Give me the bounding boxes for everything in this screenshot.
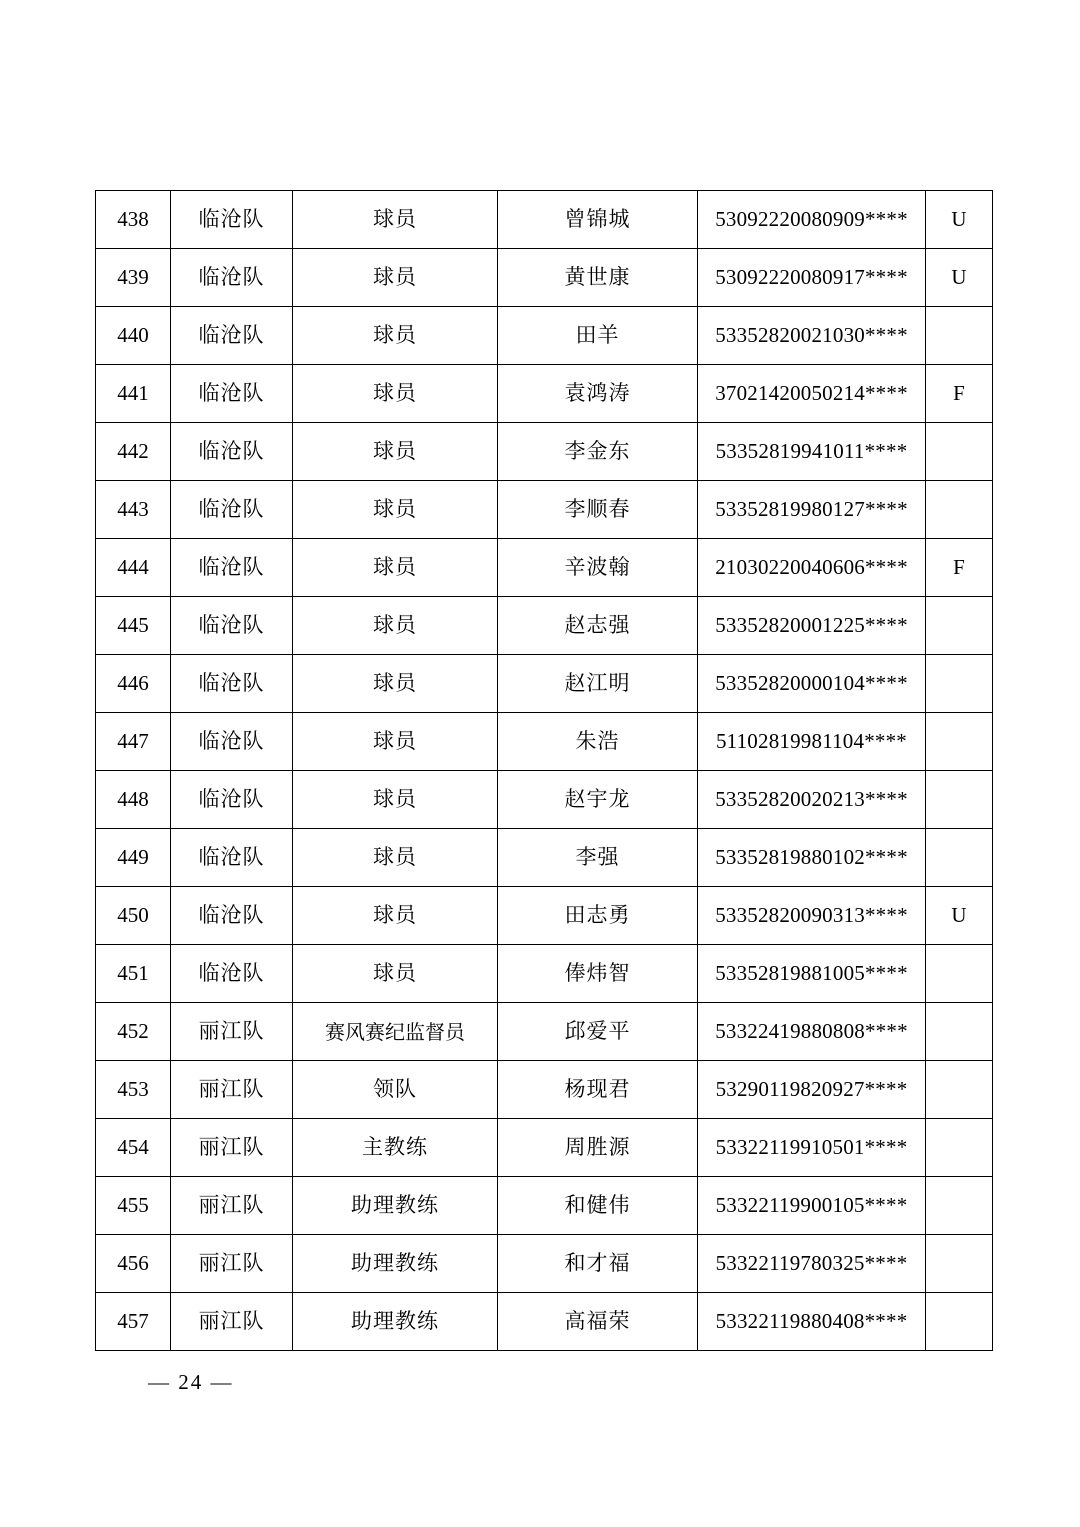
row-index: 442 — [96, 423, 171, 481]
row-flag: U — [926, 887, 993, 945]
row-name: 周胜源 — [498, 1119, 698, 1177]
row-index: 456 — [96, 1235, 171, 1293]
row-id-number: 53352820020213**** — [698, 771, 926, 829]
row-role: 助理教练 — [293, 1235, 498, 1293]
row-index: 455 — [96, 1177, 171, 1235]
row-name: 和健伟 — [498, 1177, 698, 1235]
row-team: 临沧队 — [171, 945, 293, 1003]
table-row — [96, 191, 993, 249]
row-team: 丽江队 — [171, 1235, 293, 1293]
row-name: 赵志强 — [498, 597, 698, 655]
row-flag — [926, 1119, 993, 1177]
row-flag — [926, 655, 993, 713]
row-index: 448 — [96, 771, 171, 829]
row-role: 助理教练 — [293, 1177, 498, 1235]
row-flag — [926, 597, 993, 655]
table-row — [96, 539, 993, 597]
row-team: 临沧队 — [171, 829, 293, 887]
row-team: 丽江队 — [171, 1293, 293, 1351]
table-row — [96, 1177, 993, 1235]
row-id-number: 53352820000104**** — [698, 655, 926, 713]
table-row — [96, 771, 993, 829]
row-index: 451 — [96, 945, 171, 1003]
table-row — [96, 655, 993, 713]
row-name: 高福荣 — [498, 1293, 698, 1351]
row-index: 438 — [96, 191, 171, 249]
row-name: 田羊 — [498, 307, 698, 365]
row-role: 球员 — [293, 829, 498, 887]
row-role: 球员 — [293, 365, 498, 423]
row-name: 李顺春 — [498, 481, 698, 539]
row-index: 449 — [96, 829, 171, 887]
row-name: 黄世康 — [498, 249, 698, 307]
row-id-number: 53352820090313**** — [698, 887, 926, 945]
row-role: 球员 — [293, 945, 498, 1003]
row-index: 441 — [96, 365, 171, 423]
row-flag — [926, 713, 993, 771]
row-id-number: 53092220080909**** — [698, 191, 926, 249]
page-number: — 24 — — [148, 1370, 234, 1394]
row-role: 球员 — [293, 249, 498, 307]
row-team: 临沧队 — [171, 887, 293, 945]
row-team: 临沧队 — [171, 423, 293, 481]
table-row — [96, 1293, 993, 1351]
table-row — [96, 423, 993, 481]
table-row — [96, 307, 993, 365]
row-role: 主教练 — [293, 1119, 498, 1177]
row-flag — [926, 307, 993, 365]
row-index: 453 — [96, 1061, 171, 1119]
row-name: 邱爱平 — [498, 1003, 698, 1061]
row-role: 球员 — [293, 771, 498, 829]
row-flag — [926, 771, 993, 829]
table-row — [96, 713, 993, 771]
row-index: 444 — [96, 539, 171, 597]
row-role: 球员 — [293, 597, 498, 655]
row-id-number: 53352819941011**** — [698, 423, 926, 481]
row-id-number: 53352819980127**** — [698, 481, 926, 539]
row-id-number: 53092220080917**** — [698, 249, 926, 307]
row-team: 临沧队 — [171, 655, 293, 713]
table-row — [96, 1003, 993, 1061]
row-id-number: 53322119780325**** — [698, 1235, 926, 1293]
row-role: 球员 — [293, 481, 498, 539]
row-flag: U — [926, 249, 993, 307]
row-id-number: 53322119910501**** — [698, 1119, 926, 1177]
row-role: 赛风赛纪监督员 — [293, 1003, 498, 1061]
row-name: 杨现君 — [498, 1061, 698, 1119]
table-row — [96, 365, 993, 423]
row-name: 曾锦城 — [498, 191, 698, 249]
row-flag — [926, 945, 993, 1003]
row-flag — [926, 1003, 993, 1061]
row-flag: F — [926, 539, 993, 597]
roster-table-body — [96, 191, 993, 1351]
row-role: 球员 — [293, 655, 498, 713]
row-role: 助理教练 — [293, 1293, 498, 1351]
row-index: 445 — [96, 597, 171, 655]
row-index: 457 — [96, 1293, 171, 1351]
row-id-number: 37021420050214**** — [698, 365, 926, 423]
row-team: 临沧队 — [171, 771, 293, 829]
row-team: 临沧队 — [171, 191, 293, 249]
row-team: 丽江队 — [171, 1003, 293, 1061]
row-team: 临沧队 — [171, 481, 293, 539]
row-team: 临沧队 — [171, 307, 293, 365]
row-flag — [926, 829, 993, 887]
row-index: 447 — [96, 713, 171, 771]
table-row — [96, 887, 993, 945]
row-name: 朱浩 — [498, 713, 698, 771]
row-team: 临沧队 — [171, 597, 293, 655]
row-flag — [926, 423, 993, 481]
row-team: 丽江队 — [171, 1119, 293, 1177]
row-index: 452 — [96, 1003, 171, 1061]
row-id-number: 53322119900105**** — [698, 1177, 926, 1235]
row-name: 赵江明 — [498, 655, 698, 713]
table-row — [96, 597, 993, 655]
row-team: 丽江队 — [171, 1177, 293, 1235]
row-flag — [926, 1061, 993, 1119]
row-index: 443 — [96, 481, 171, 539]
row-id-number: 53322119880408**** — [698, 1293, 926, 1351]
row-name: 赵宇龙 — [498, 771, 698, 829]
row-team: 临沧队 — [171, 365, 293, 423]
row-name: 辛波翰 — [498, 539, 698, 597]
row-id-number: 53322419880808**** — [698, 1003, 926, 1061]
row-id-number: 53352820001225**** — [698, 597, 926, 655]
row-flag — [926, 1293, 993, 1351]
row-name: 和才福 — [498, 1235, 698, 1293]
row-flag — [926, 481, 993, 539]
row-role: 球员 — [293, 539, 498, 597]
row-flag: U — [926, 191, 993, 249]
row-name: 田志勇 — [498, 887, 698, 945]
row-id-number: 53352819881005**** — [698, 945, 926, 1003]
table-row — [96, 945, 993, 1003]
row-team: 临沧队 — [171, 539, 293, 597]
row-index: 440 — [96, 307, 171, 365]
row-name: 俸炜智 — [498, 945, 698, 1003]
table-row — [96, 1061, 993, 1119]
row-id-number: 53352819880102**** — [698, 829, 926, 887]
row-name: 袁鸿涛 — [498, 365, 698, 423]
row-index: 439 — [96, 249, 171, 307]
row-flag: F — [926, 365, 993, 423]
row-role: 球员 — [293, 423, 498, 481]
row-id-number: 53352820021030**** — [698, 307, 926, 365]
row-role: 球员 — [293, 713, 498, 771]
roster-table — [95, 190, 993, 1351]
row-id-number: 53290119820927**** — [698, 1061, 926, 1119]
row-index: 446 — [96, 655, 171, 713]
row-team: 丽江队 — [171, 1061, 293, 1119]
row-name: 李强 — [498, 829, 698, 887]
row-team: 临沧队 — [171, 249, 293, 307]
row-team: 临沧队 — [171, 713, 293, 771]
row-role: 球员 — [293, 307, 498, 365]
table-row — [96, 1235, 993, 1293]
row-index: 454 — [96, 1119, 171, 1177]
table-row — [96, 829, 993, 887]
row-role: 领队 — [293, 1061, 498, 1119]
table-row — [96, 1119, 993, 1177]
table-row — [96, 481, 993, 539]
row-index: 450 — [96, 887, 171, 945]
row-id-number: 51102819981104**** — [698, 713, 926, 771]
row-role: 球员 — [293, 887, 498, 945]
row-id-number: 21030220040606**** — [698, 539, 926, 597]
row-name: 李金东 — [498, 423, 698, 481]
row-flag — [926, 1177, 993, 1235]
row-role: 球员 — [293, 191, 498, 249]
row-flag — [926, 1235, 993, 1293]
table-row — [96, 249, 993, 307]
